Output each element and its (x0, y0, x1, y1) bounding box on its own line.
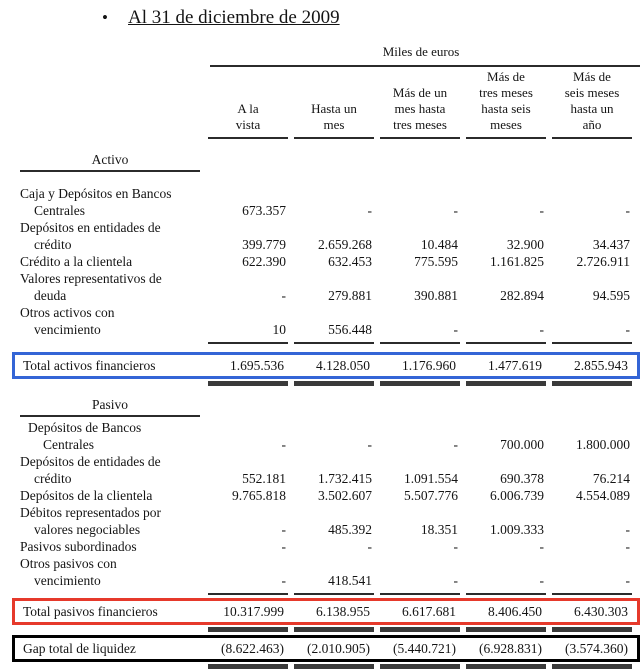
column-rule (380, 627, 460, 632)
cell-value: - (552, 572, 632, 595)
cell-value: 556.448 (294, 321, 374, 344)
cell-value: 32.900 (506, 237, 544, 252)
total-activos-box (12, 352, 640, 379)
section-heading-pasivo: Pasivo (20, 396, 200, 417)
cell-value: 76.214 (592, 471, 630, 486)
cell-value: 390.881 (414, 288, 458, 303)
cell-value: 18.351 (420, 522, 458, 537)
column-rule (208, 381, 288, 386)
col-header-un-mes-a-tres-meses: Más de un mes hasta tres meses (380, 85, 460, 139)
gap-value: (6.928.831) (479, 641, 542, 656)
row-label: Depósitos de la clientela (20, 488, 153, 503)
cell-value: 3.502.607 (318, 488, 372, 503)
gap-value: (2.010.905) (307, 641, 370, 656)
cell-value: - (380, 321, 460, 344)
column-rule (208, 627, 288, 632)
table-row: Débitos representados por valores negociables - 485.392 18.351 1.009.333 - (12, 504, 640, 538)
cell-value: 279.881 (328, 288, 372, 303)
cell-value: 1.732.415 (318, 471, 372, 486)
cell-value: - (466, 321, 546, 344)
column-rule (294, 664, 374, 669)
gap-value: (3.574.360) (565, 641, 628, 656)
cell-value: 485.392 (328, 522, 372, 537)
gap-value: (5.440.721) (393, 641, 456, 656)
total-activos-underline-bars (202, 381, 640, 386)
col-header-tres-a-seis-meses: Más de tres meses hasta seis meses (466, 69, 546, 139)
page-title: Al 31 de diciembre de 2009 (128, 7, 340, 28)
cell-value: - (281, 437, 286, 452)
cell-value: 4.554.089 (576, 488, 630, 503)
gap-underline-bars (202, 664, 640, 669)
col-header-seis-meses-a-un-ano: Más de seis meses hasta un año (552, 69, 632, 139)
cell-value: 94.595 (592, 288, 630, 303)
total-value: 2.855.943 (574, 358, 628, 373)
row-label: Otros pasivos con (20, 556, 117, 571)
table-row: Otros activos con vencimiento 10 556.448 - - - (12, 304, 640, 344)
cell-value: 10 (208, 321, 288, 344)
total-value: 10.317.999 (223, 604, 284, 619)
gap-value: (8.622.463) (221, 641, 284, 656)
units-label: Miles de euros (382, 44, 460, 59)
cell-value: 1.091.554 (404, 471, 458, 486)
cell-value: 5.507.776 (404, 488, 458, 503)
cell-value: - (281, 522, 286, 537)
table-row: Depósitos en entidades de crédito 399.779 2.659.268 10.484 32.900 34.437 (12, 219, 640, 253)
cell-value: - (453, 203, 458, 218)
cell-value: - (281, 288, 286, 303)
column-rule (552, 664, 632, 669)
total-pasivos-label: Total pasivos financieros (23, 604, 158, 619)
total-value: 1.695.536 (230, 358, 284, 373)
row-label: Otros activos con (20, 305, 115, 320)
total-value: 1.477.619 (488, 358, 542, 373)
cell-value: - (625, 203, 630, 218)
table-row (12, 487, 640, 504)
total-value: 6.138.955 (316, 604, 370, 619)
cell-value: 2.726.911 (576, 254, 630, 269)
cell-value: 2.659.268 (318, 237, 372, 252)
cell-value: 1.161.825 (490, 254, 544, 269)
total-value: 1.176.960 (402, 358, 456, 373)
column-header-row (202, 69, 640, 139)
column-rule (294, 627, 374, 632)
cell-value: 6.006.739 (490, 488, 544, 503)
table-row (12, 253, 640, 270)
cell-value: 690.378 (500, 471, 544, 486)
row-label: Depósitos en entidades de (20, 220, 161, 235)
col-header-hasta-un-mes: Hasta un mes (294, 101, 374, 139)
cell-value: 9.765.818 (232, 488, 286, 503)
cell-value: - (208, 572, 288, 595)
total-value: 4.128.050 (316, 358, 370, 373)
row-label: Depósitos de Bancos (28, 420, 142, 435)
bullet-icon: • (102, 8, 108, 27)
cell-value: - (367, 539, 372, 554)
cell-value: - (625, 522, 630, 537)
column-rule (208, 664, 288, 669)
header-top-rule (210, 65, 640, 67)
row-label: Débitos representados por (20, 505, 161, 520)
pasivo-rows (12, 419, 640, 595)
cell-value: - (539, 539, 544, 554)
column-rule (466, 627, 546, 632)
cell-value: - (453, 437, 458, 452)
cell-value: - (466, 572, 546, 595)
column-rule (552, 627, 632, 632)
cell-value: 34.437 (592, 237, 630, 252)
table-row: Depósitos de entidades de crédito 552.181 1.732.415 1.091.554 690.378 76.214 (12, 453, 640, 487)
row-label: Pasivos subordinados (20, 539, 137, 554)
activo-rows (12, 185, 640, 344)
table-row: Otros pasivos con vencimiento - 418.541 - - - (12, 555, 640, 595)
column-rule (466, 664, 546, 669)
total-value: 6.617.681 (402, 604, 456, 619)
cell-value: 399.779 (242, 237, 286, 252)
cell-value: - (367, 437, 372, 452)
total-pasivos-underline-bars (202, 627, 640, 632)
row-label: Crédito a la clientela (20, 254, 133, 269)
cell-value: 552.181 (242, 471, 286, 486)
cell-value: - (380, 572, 460, 595)
total-activos-label: Total activos financieros (23, 358, 156, 373)
table-row: Caja y Depósitos en Bancos Centrales 673.357 - - - - (12, 185, 640, 219)
row-label: Caja y Depósitos en Bancos (20, 186, 172, 201)
column-rule (294, 381, 374, 386)
cell-value: 673.357 (242, 203, 286, 218)
column-rule (552, 381, 632, 386)
page-title-row (102, 6, 640, 30)
column-rule (466, 381, 546, 386)
cell-value: 1.009.333 (490, 522, 544, 537)
cell-value: - (281, 539, 286, 554)
cell-value: 282.894 (500, 288, 544, 303)
cell-value: 418.541 (294, 572, 374, 595)
cell-value: - (367, 203, 372, 218)
row-label: Valores representativos de (20, 271, 162, 286)
cell-value: 700.000 (500, 437, 544, 452)
gap-total-label: Gap total de liquidez (23, 641, 136, 656)
table-row (12, 538, 640, 555)
column-rule (380, 381, 460, 386)
total-pasivos-box (12, 598, 640, 625)
cell-value: - (552, 321, 632, 344)
total-value: 8.406.450 (488, 604, 542, 619)
cell-value: - (539, 203, 544, 218)
cell-value: 622.390 (242, 254, 286, 269)
cell-value: 10.484 (420, 237, 458, 252)
section-heading-activo: Activo (20, 151, 200, 172)
total-value: 6.430.303 (574, 604, 628, 619)
table-row: Depósitos de Bancos Centrales - - - 700.000 1.800.000 (12, 419, 640, 453)
cell-value: 775.595 (414, 254, 458, 269)
col-header-a-la-vista: A la vista (208, 101, 288, 139)
table-row: Valores representativos de deuda - 279.881 390.881 282.894 94.595 (12, 270, 640, 304)
cell-value: 1.800.000 (576, 437, 630, 452)
row-label: Depósitos de entidades de (20, 454, 161, 469)
cell-value: - (453, 539, 458, 554)
column-rule (380, 664, 460, 669)
gap-total-box (12, 635, 640, 662)
cell-value: - (625, 539, 630, 554)
cell-value: 632.453 (328, 254, 372, 269)
